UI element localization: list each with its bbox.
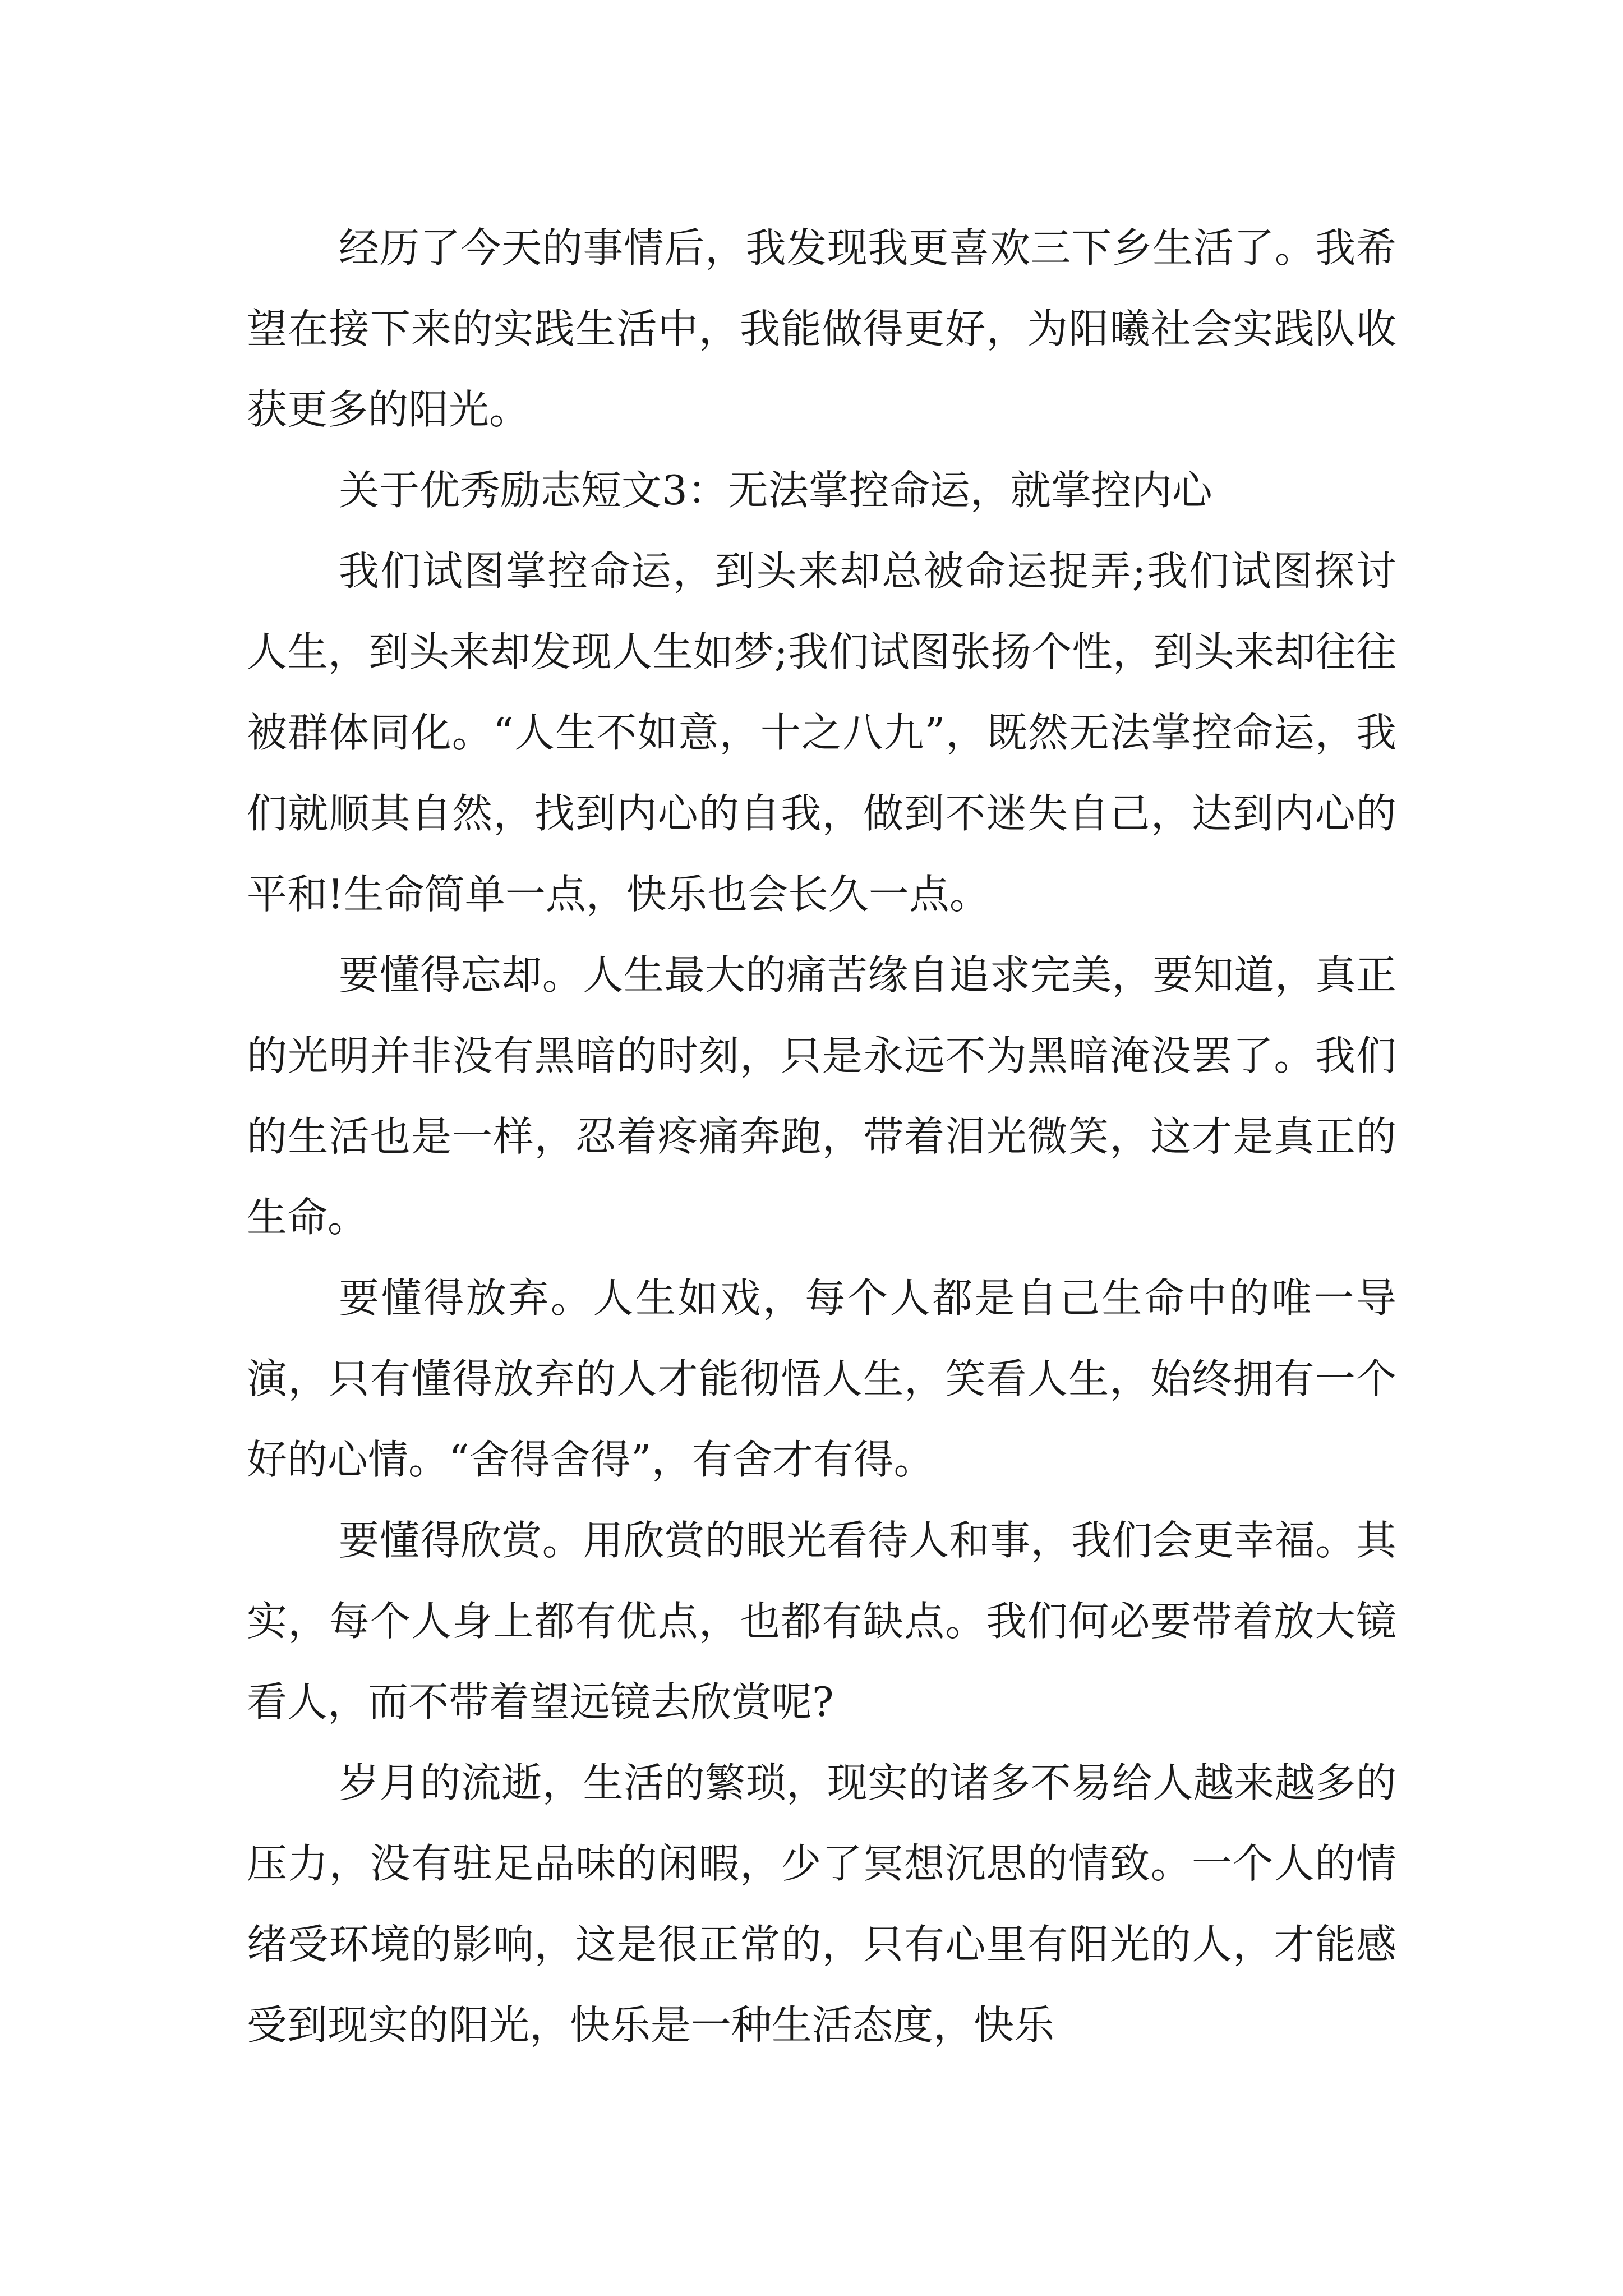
paragraph-time: 岁月的流逝，生活的繁琐，现实的诸多不易给人越来越多的压力，没有驻足品味的闲暇，少了冥想沉思的情致。一个人的情绪受环境的影响，这是很正常的，只有心里有阳光的人，才能感受到现实的阳光，快乐是一种生活态度，快乐 [247,1759,1396,2049]
paragraph-let-go: 要懂得放弃。人生如戏，每个人都是自己生命中的唯一导演，只有懂得放弃的人才能彻悟人生，笑看人生，始终拥有一个好的心情。“舍得舍得”，有舍才有得。 [247,1274,1396,1483]
document-body [247,208,1396,2065]
paragraph-continuation: 经历了今天的事情后，我发现我更喜欢三下乡生活了。我希望在接下来的实践生活中，我能做得更好，为阳曦社会实践队收获更多的阳光。 [247,224,1396,433]
paragraph-intro: 我们试图掌控命运，到头来却总被命运捉弄;我们试图探讨人生，到头来却发现人生如梦;我们试图张扬个性，到头来却往往被群体同化。“人生不如意，十之八九”，既然无法掌控命运，我们就顺其自然，找到内心的自我，做到不迷失自己，达到内心的平和!生命简单一点，快乐也会长久一点。 [247,547,1396,918]
paragraph-appreciate: 要懂得欣赏。用欣赏的眼光看待人和事，我们会更幸福。其实，每个人身上都有优点，也都有缺点。我们何必要带着放大镜看人，而不带着望远镜去欣赏呢? [247,1517,1396,1726]
section-heading: 关于优秀励志短文3：无法掌控命运，就掌控内心 [339,467,1212,514]
paragraph-forget: 要懂得忘却。人生最大的痛苦缘自追求完美，要知道，真正的光明并非没有黑暗的时刻，只是永远不为黑暗淹没罢了。我们的生活也是一样，忍着疼痛奔跑，带着泪光微笑，这才是真正的生命。 [247,951,1396,1241]
